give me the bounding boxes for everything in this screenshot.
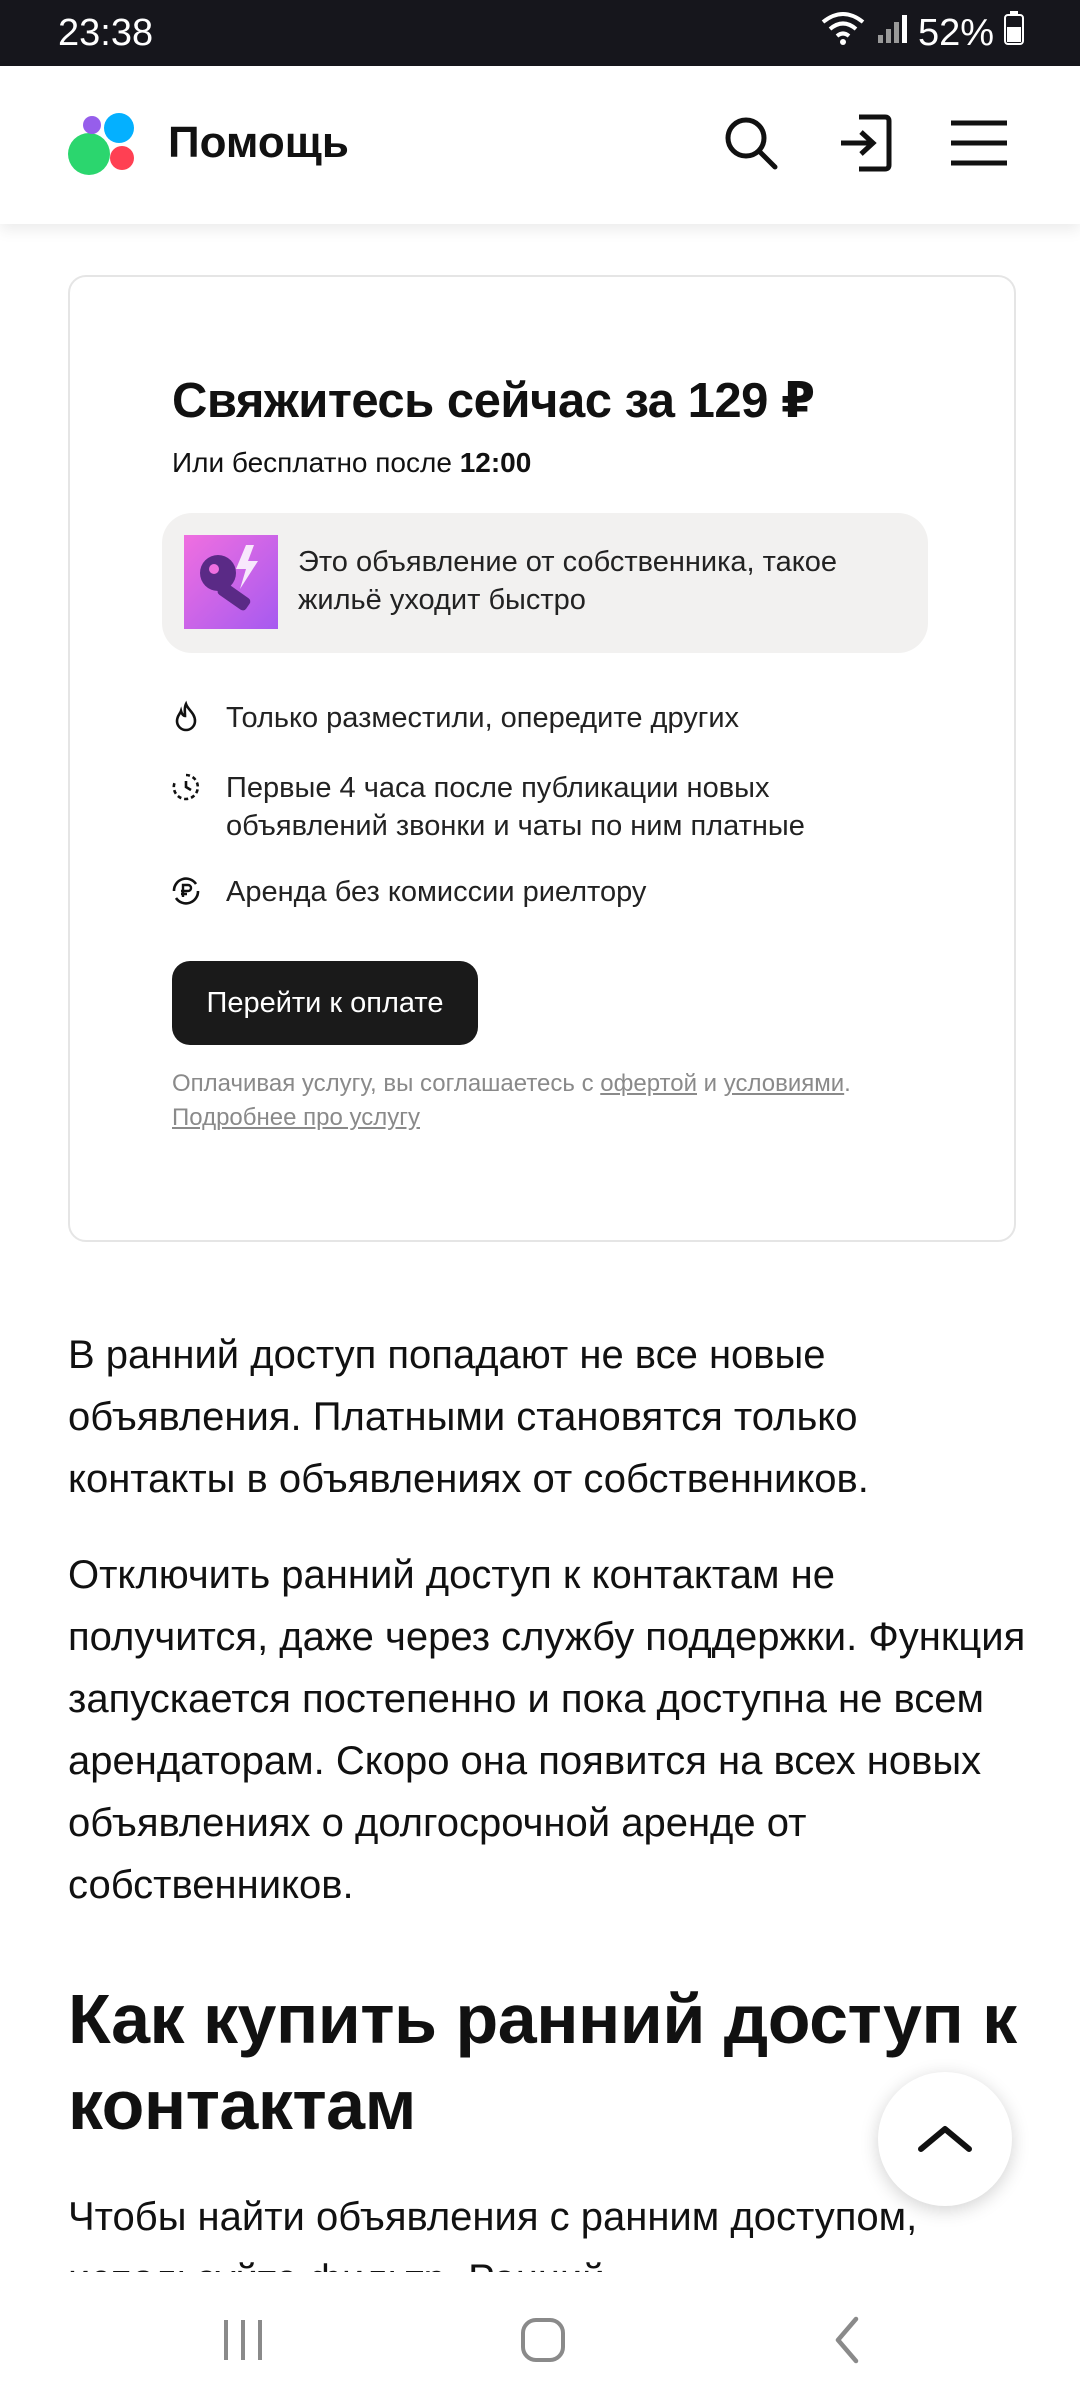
battery-percent: 52% xyxy=(917,11,994,54)
wifi-icon xyxy=(820,10,866,56)
system-nav-bar xyxy=(0,2272,1080,2408)
more-about-service-link[interactable]: Подробнее про услугу xyxy=(172,1104,420,1131)
status-bar xyxy=(0,0,1080,66)
owner-note-box xyxy=(162,513,928,653)
go-to-payment-button[interactable]: Перейти к оплате xyxy=(172,961,478,1045)
search-icon[interactable] xyxy=(718,110,784,176)
article-paragraph: Отключить ранний доступ к контактам не получится, даже через службу поддержки. Функция запускается постепенно и пока доступна не всем арендаторам. Скоро она появится на всех новых объявлениях о долгосрочной аренде от собственников. xyxy=(68,1553,1026,1907)
feature-text: Только разместили, опередите других xyxy=(226,702,740,734)
ruble-cycle-icon xyxy=(168,873,204,909)
header-title: Помощь xyxy=(168,118,349,167)
back-icon[interactable] xyxy=(812,2312,882,2368)
owner-note-text: Это объявление от собственника, такое жильё уходит быстро xyxy=(298,546,837,616)
section-heading: Как купить ранний доступ к контактам xyxy=(68,1980,1017,2144)
recent-apps-icon[interactable] xyxy=(208,2312,278,2368)
card-title: Свяжитесь сейчас за 129 ₽ xyxy=(172,374,815,428)
scroll-to-top-button[interactable] xyxy=(878,2072,1012,2206)
status-time: 23:38 xyxy=(58,12,154,54)
offer-link[interactable]: офертой xyxy=(600,1070,697,1097)
article-paragraph: В ранний доступ попадают не все новые объявления. Платными становятся только контакты в объявлениях от собственников. xyxy=(68,1333,869,1501)
card-subtitle: Или бесплатно после 12:00 xyxy=(172,447,532,478)
battery-icon xyxy=(1004,11,1024,55)
feature-text: Первые 4 часа после публикации новых объявлений звонки и чаты по ним платные xyxy=(226,772,805,842)
menu-icon[interactable] xyxy=(946,110,1012,176)
home-icon[interactable] xyxy=(508,2312,578,2368)
login-icon[interactable] xyxy=(832,110,898,176)
feature-item xyxy=(168,699,739,737)
article-paragraph: Чтобы найти объявления с ранним доступом, xyxy=(68,2195,918,2239)
owner-key-icon xyxy=(184,535,278,629)
chevron-up-icon xyxy=(917,2123,973,2155)
avito-logo-icon[interactable] xyxy=(66,111,140,179)
feature-text: Аренда без комиссии риелтору xyxy=(226,876,647,908)
fire-icon xyxy=(168,699,204,735)
terms-link[interactable]: условиями xyxy=(723,1070,845,1097)
clock-icon xyxy=(168,769,204,805)
early-access-card xyxy=(68,275,1016,1242)
feature-item xyxy=(168,769,868,845)
top-header xyxy=(0,66,1080,224)
feature-item xyxy=(168,873,646,911)
free-time: 12:00 xyxy=(459,447,532,478)
legal-text: Оплачивая услугу, вы соглашаетесь с офертой и условиями. Подробнее про услугу xyxy=(172,1070,851,1131)
signal-icon xyxy=(876,12,908,55)
